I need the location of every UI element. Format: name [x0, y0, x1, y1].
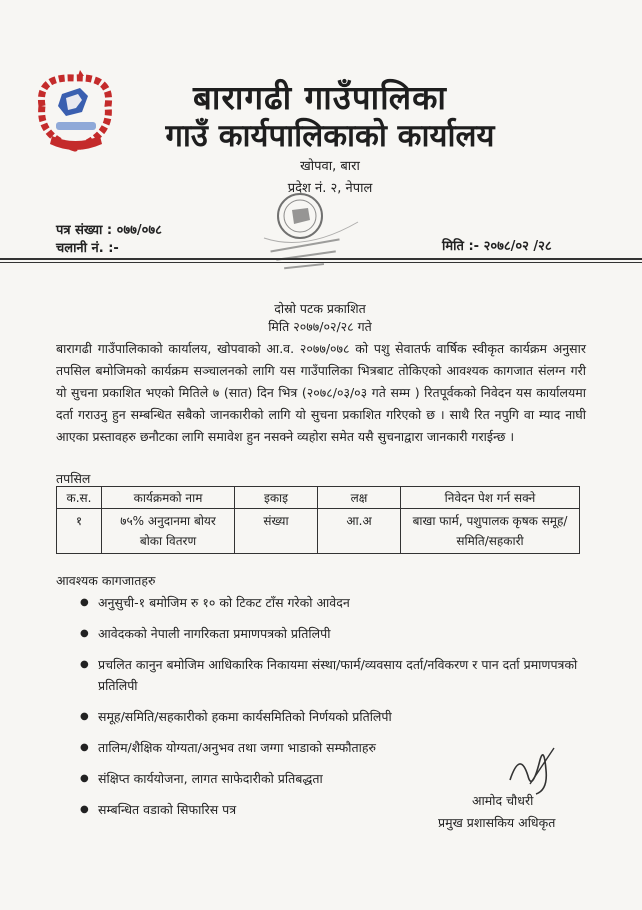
column-header: क.स. — [57, 487, 102, 509]
address-line-2: प्रदेश नं. २, नेपाल — [287, 181, 373, 196]
column-header: निवेदन पेश गर्न सक्ने — [401, 487, 580, 509]
column-header: इकाइ — [235, 487, 318, 509]
table-cell: आ.अ — [318, 509, 401, 554]
list-item: ● अनुसुची-१ बमोजिम रु १० को टिकट टाँस गरेको आवेदन — [80, 592, 590, 613]
table-cell: १ — [57, 509, 102, 554]
table-row — [57, 509, 580, 554]
municipality-name: बारागढी गाउँपालिका — [193, 78, 447, 117]
signatory-title: प्रमुख प्रशासकिय अधिकृत — [438, 815, 556, 830]
program-table — [56, 486, 580, 554]
letter-date: मिति :- २०७८/०२ /२८ — [442, 239, 552, 254]
table-cell: ७५% अनुदानमा बोयर बोका वितरण — [102, 509, 235, 554]
column-header: लक्ष — [318, 487, 401, 509]
address-line-1: खोपवा, बारा — [300, 159, 360, 174]
header-divider — [0, 258, 642, 260]
list-item: ● संक्षिप्त कार्ययोजना, लागत साफेदारीको प्रतिबद्धता — [80, 768, 590, 789]
government-emblem — [22, 66, 128, 162]
table-cell: संख्या — [235, 509, 318, 554]
office-name: गाउँ कार्यपालिकाको कार्यालय — [165, 118, 495, 154]
list-item: ● समूह/समिति/सहकारीको हकमा कार्यसमितिको निर्णयको प्रतिलिपी — [80, 706, 590, 727]
schedule-label: तपसिल — [56, 471, 91, 486]
notice-date: मिति २०७७/०२/२८ गते — [268, 319, 372, 334]
handwritten-signature — [500, 740, 560, 800]
notice-heading: दोस्रो पटक प्रकाशित — [274, 301, 366, 316]
column-header: कार्यक्रमको नाम — [102, 487, 235, 509]
table-header-row — [57, 487, 580, 509]
notice-body: बारागढी गाउँपालिकाको कार्यालय, खोपवाको आ.व. २०७७/०७८ को पशु सेवातर्फ वार्षिक स्वीकृत कार्यक्रम अनुसार तपसिल बमोजिमको कार्यक्रम सञ्चालनको लागि यस गाउँपालिका भित्रबाट तोकिएको आवश्यक कागजात संलग्न गरी यो सुचना प्रकाशित भएको मितिले ७ (सात) दिन भित्र (२०७८/०३/०३ गते सम्म ) रितपूर्वकको निवेदन यस कार्यालयमा दर्ता गराउनु हुन सम्बन्धित सबैको जानकारीको लागि यो सुचना प्रकाशित गरिएको छ । साथै रित नपुगि वा म्याद नाघी आएका प्रस्तावहरु छनौटका लागि समावेश हुन नसक्ने व्यहोरा समेत यसै सुचनाद्वारा जानकारी गराईन्छ । — [56, 341, 586, 444]
list-item: ● सम्बन्धित वडाको सिफारिस पत्र — [80, 799, 590, 820]
list-item: ● प्रचलित कानुन बमोजिम आधिकारिक निकायमा संस्था/फार्म/व्यवसाय दर्ता/नविकरण र पान दर्ता प्रमाणपत्रको प्रतिलिपी — [80, 654, 590, 696]
table-cell: बाखा फार्म, पशुपालक कृषक समूह/समिति/सहकारी — [401, 509, 580, 554]
header-divider-thin — [0, 262, 642, 263]
dispatch-number: चलानी नं. :- — [56, 241, 119, 256]
list-item: ● तालिम/शैक्षिक योग्यता/अनुभव तथा जग्गा भाडाको सम्फौताहरु — [80, 737, 590, 758]
signatory-name: आमोद चौधरी — [472, 793, 534, 808]
list-item: ● आवेदकको नेपाली नागरिकता प्रमाणपत्रको प्रतिलिपी — [80, 623, 590, 644]
documents-title: आवश्यक कागजातहरु — [56, 573, 156, 588]
letter-number: पत्र संख्या : ०७७/०७८ — [56, 223, 162, 238]
